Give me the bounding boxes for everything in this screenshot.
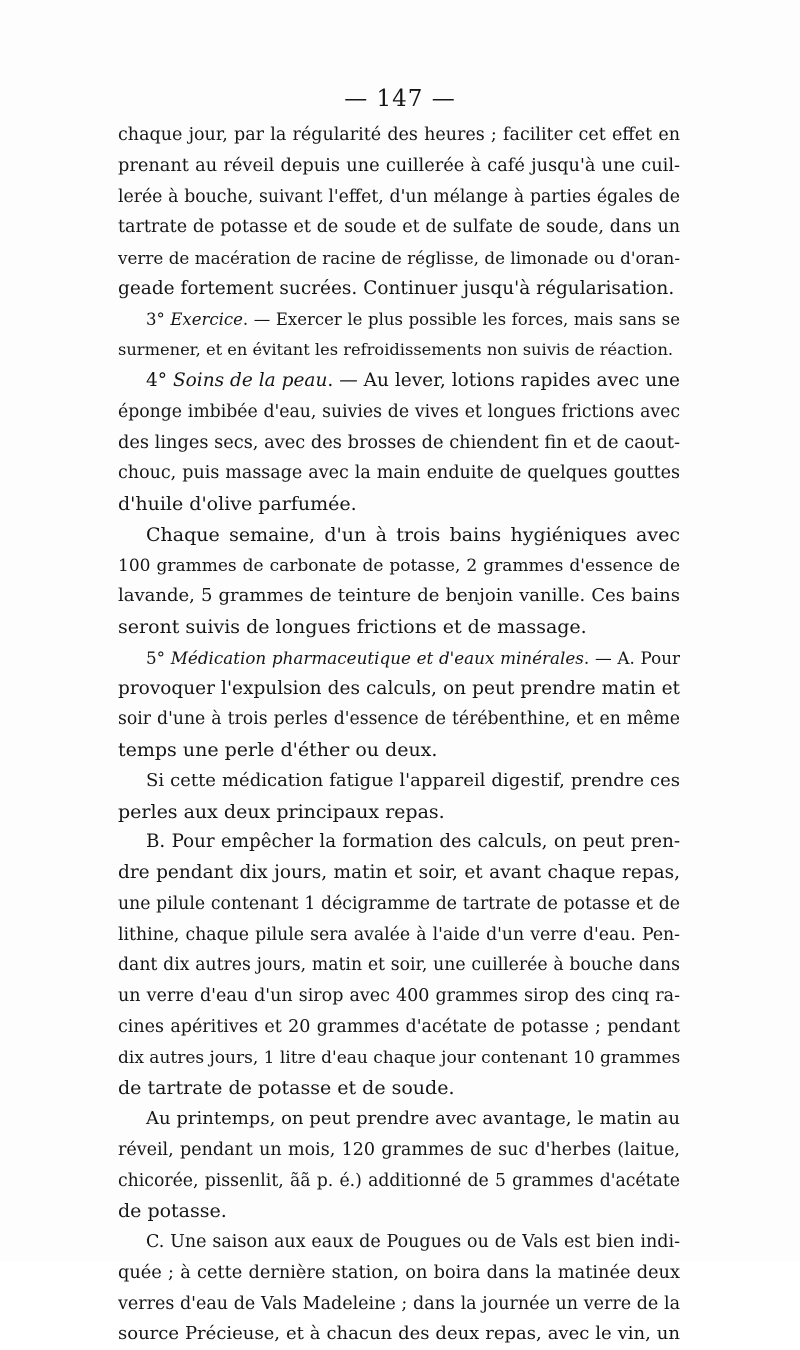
- text-line: éponge imbibée d'eau, suivies de vives et longues frictions avec: [118, 401, 680, 422]
- section-text: A. Pour: [617, 647, 680, 668]
- text-line: C. Une saison aux eaux de Pougues ou de Vals est bien indi-: [146, 1232, 680, 1252]
- section-text: Exercer le plus possible les forces, mais sans se: [275, 309, 680, 329]
- text-line: dix autres jours, 1 litre d'eau chaque jour contenant 10 grammes: [118, 1047, 680, 1068]
- text-line: Si cette médication fatigue l'appareil digestif, prendre ces: [146, 769, 680, 791]
- text-line: chaque jour, par la régularité des heures ; faciliter cet effet en: [118, 125, 680, 145]
- text-line: seront suivis de longues frictions et de massage.: [118, 616, 587, 638]
- section-heading-line: [118, 366, 680, 397]
- section-heading-line: [118, 305, 680, 336]
- text-line: soir d'une à trois perles d'essence de térébenthine, et en même: [118, 709, 680, 730]
- text-line: lavande, 5 grammes de teinture de benjoin vanille. Ces bains: [118, 585, 680, 607]
- text-line: verres d'eau de Vals Madeleine ; dans la journée un verre de la: [118, 1293, 680, 1314]
- section-text: Au lever, lotions rapides avec une: [363, 370, 680, 391]
- section-number: 5°: [146, 647, 171, 668]
- section-title: Soins de la peau: [172, 370, 328, 391]
- title-separator: . —: [583, 647, 618, 668]
- text-line: surmener, et en évitant les refroidissements non suivis de réaction.: [118, 340, 674, 360]
- text-line: 100 grammes de carbonate de potasse, 2 grammes d'essence de: [118, 555, 680, 576]
- text-line: chicorée, pissenlit, ãã p. é.) additionné de 5 grammes d'acétate: [118, 1170, 680, 1191]
- text-line: temps une perle d'éther ou deux.: [118, 739, 438, 761]
- text-line: d'huile d'olive parfumée.: [118, 493, 357, 515]
- section-number: 4°: [146, 370, 173, 391]
- text-line: un verre d'eau d'un sirop avec 400 grammes sirop des cinq ra-: [118, 986, 680, 1006]
- page-number: — 147 —: [344, 86, 456, 112]
- text-line: de tartrate de potasse et de soude.: [118, 1077, 455, 1100]
- title-separator: . —: [242, 309, 276, 329]
- text-line: de potasse.: [118, 1200, 227, 1223]
- text-line: cines apéritives et 20 grammes d'acétate de potasse ; pendant: [118, 1016, 680, 1037]
- section-heading-line: [118, 643, 680, 674]
- text-line: tartrate de potasse et de soude et de sulfate de soude, dans un: [118, 217, 680, 238]
- text-line: chouc, puis massage avec la main enduite de quelques gouttes: [118, 463, 680, 484]
- text-line: lerée à bouche, suivant l'effet, d'un mélange à parties égales de: [118, 186, 680, 207]
- text-line: perles aux deux principaux repas.: [118, 800, 445, 823]
- text-line: réveil, pendant un mois, 120 grammes de suc d'herbes (laitue,: [118, 1139, 680, 1160]
- text-line: Au printemps, on peut prendre avec avantage, le matin au: [146, 1108, 680, 1129]
- text-line: B. Pour empêcher la formation des calculs, on peut pren-: [146, 831, 680, 853]
- text-line: source Précieuse, et à chacun des deux repas, avec le vin, un: [118, 1323, 680, 1345]
- text-line: quée ; à cette dernière station, on boira dans la matinée deux: [118, 1262, 680, 1283]
- text-line: des linges secs, avec des brosses de chiendent fin et de caout-: [118, 432, 680, 453]
- text-line: verre de macération de racine de réglisse, de limonade ou d'oran-: [118, 248, 680, 268]
- text-line: dant dix autres jours, matin et soir, une cuillerée à bouche dans: [118, 955, 680, 976]
- text-line: prenant au réveil depuis une cuillerée à café jusqu'à une cuil-: [118, 155, 680, 176]
- text-line: provoquer l'expulsion des calculs, on peut prendre matin et: [118, 677, 680, 699]
- body-text: [118, 120, 680, 1350]
- title-separator: . —: [327, 370, 364, 391]
- text-line: Chaque semaine, d'un à trois bains hygiéniques avec: [146, 523, 680, 546]
- section-title: Exercice: [170, 309, 243, 329]
- text-line: lithine, chaque pilule sera avalée à l'aide d'un verre d'eau. Pen-: [118, 924, 680, 945]
- text-line: une pilule contenant 1 décigramme de tartrate de potasse et de: [118, 893, 680, 914]
- section-title: Médication pharmaceutique et d'eaux minérales: [170, 647, 584, 668]
- section-number: 3°: [146, 309, 171, 329]
- text-line: geade fortement sucrées. Continuer jusqu'à régularisation.: [118, 277, 675, 299]
- text-line: dre pendant dix jours, matin et soir, et avant chaque repas,: [118, 862, 680, 883]
